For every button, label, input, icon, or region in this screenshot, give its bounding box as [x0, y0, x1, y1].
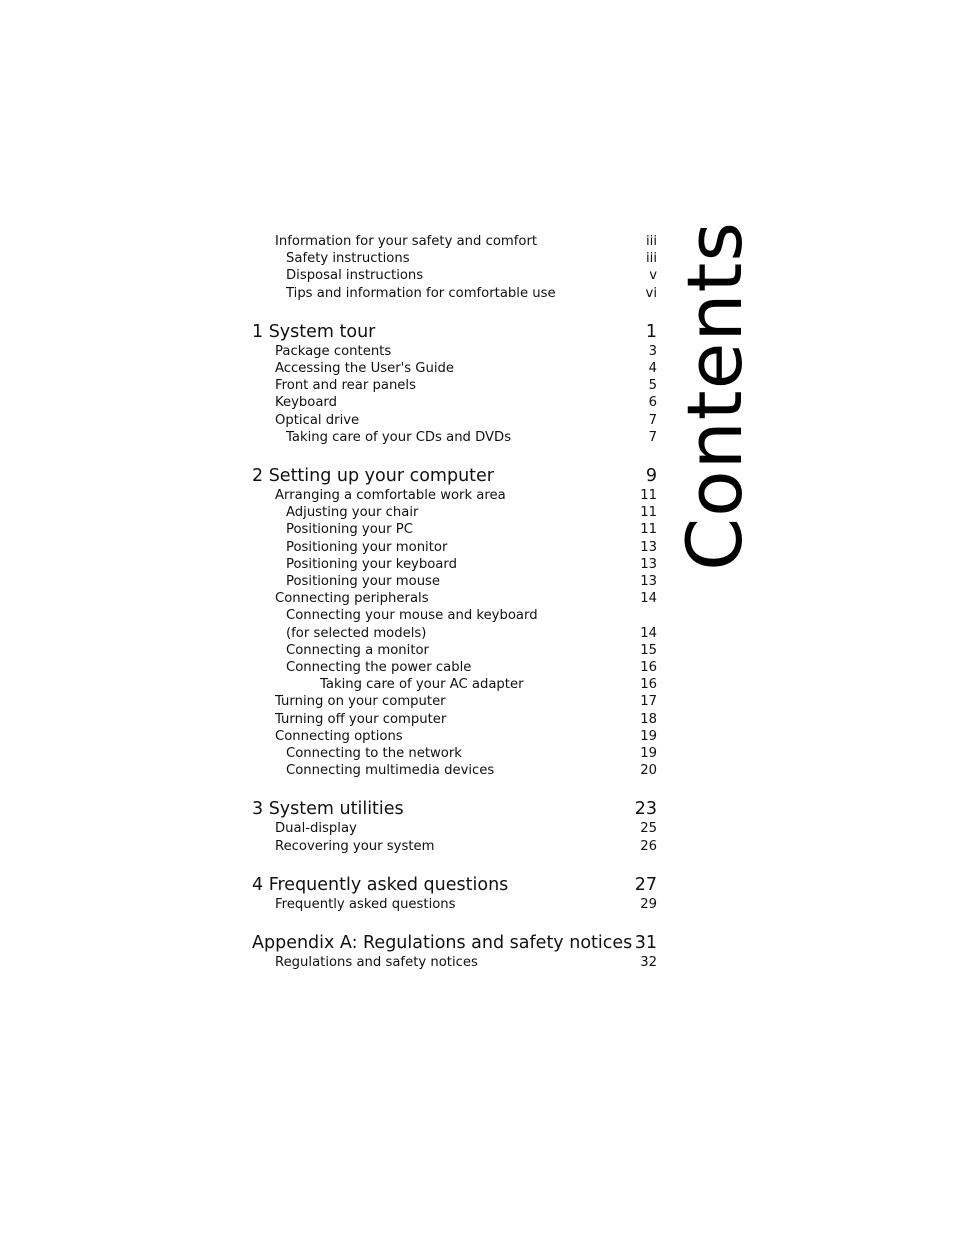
- toc-entry[interactable]: [252, 590, 657, 607]
- toc-entry-page: v: [649, 268, 657, 284]
- toc-entry-title: Frequently asked questions: [275, 896, 456, 912]
- toc-entry-page: 17: [640, 694, 657, 710]
- toc-entry-title: Taking care of your AC adapter: [320, 677, 524, 693]
- page-title: Contents: [670, 221, 760, 571]
- toc-entry[interactable]: [252, 377, 657, 394]
- toc-entry-title: 3 System utilities: [252, 799, 404, 820]
- toc-entry-page: 4: [648, 361, 657, 377]
- toc-entry-page: 31: [634, 933, 657, 954]
- toc-entry-page: 9: [645, 466, 657, 487]
- toc-entry-page: 11: [640, 522, 657, 538]
- toc-entry-page: 14: [640, 625, 657, 641]
- toc-entry[interactable]: [252, 820, 657, 837]
- toc-entry[interactable]: [252, 896, 657, 913]
- toc-entry-title: Package contents: [275, 343, 392, 359]
- toc-entry[interactable]: [252, 487, 657, 504]
- toc-entry-page: iii: [646, 234, 657, 249]
- toc-entry-page: 7: [648, 429, 657, 445]
- toc-entry-page: 19: [640, 746, 657, 762]
- toc-entry[interactable]: [252, 429, 657, 446]
- toc-entry-title: Tips and information for comfortable use: [286, 285, 556, 301]
- toc-entry[interactable]: [252, 607, 657, 624]
- toc-chapter-entry[interactable]: [252, 465, 657, 487]
- toc-entry[interactable]: [252, 521, 657, 538]
- toc-entry-title: Disposal instructions: [286, 268, 424, 284]
- toc-entry-page: 16: [640, 660, 657, 676]
- contents-title-container: [670, 221, 760, 571]
- toc-entry[interactable]: [252, 762, 657, 779]
- toc-entry-page: 13: [640, 539, 657, 555]
- toc-entry[interactable]: [252, 412, 657, 429]
- toc-entry-title: Recovering your system: [275, 838, 435, 854]
- toc-entry[interactable]: [252, 642, 657, 659]
- toc-entry[interactable]: [252, 693, 657, 710]
- toc-entry-title: Front and rear panels: [275, 378, 416, 394]
- toc-entry-title: Connecting the power cable: [286, 660, 472, 676]
- toc-entry-page: 13: [640, 574, 657, 590]
- toc-entry[interactable]: [252, 954, 657, 971]
- toc-entry-title: Regulations and safety notices: [275, 955, 478, 971]
- toc-entry-title: Positioning your mouse: [286, 574, 441, 590]
- toc-entry[interactable]: [252, 285, 657, 302]
- toc-entry-page: 16: [640, 677, 657, 693]
- toc-entry[interactable]: [252, 659, 657, 676]
- toc-entry-title: Connecting your mouse and keyboard: [286, 608, 538, 624]
- toc-entry-page: 5: [648, 378, 657, 394]
- table-of-contents: [252, 233, 657, 971]
- toc-entry-title: Connecting options: [275, 728, 403, 744]
- toc-chapter-entry[interactable]: [252, 321, 657, 343]
- toc-entry-page: 27: [634, 874, 657, 895]
- toc-entry-page: 1: [645, 321, 657, 342]
- toc-entry-title: Turning off your computer: [275, 711, 447, 727]
- toc-entry-title: Positioning your monitor: [286, 539, 448, 555]
- toc-entry-page: 6: [648, 395, 657, 411]
- toc-entry-page: 3: [648, 343, 657, 359]
- toc-entry-title: (for selected models): [286, 625, 427, 641]
- toc-entry-title: Connecting multimedia devices: [286, 763, 495, 779]
- toc-entry-page: 32: [640, 955, 657, 971]
- toc-entry[interactable]: [252, 539, 657, 556]
- toc-entry-title: 1 System tour: [252, 321, 376, 342]
- toc-chapter-entry[interactable]: [252, 932, 657, 954]
- toc-entry-title: Connecting to the network: [286, 746, 462, 762]
- toc-entry-page: iii: [646, 251, 657, 267]
- toc-entry[interactable]: [252, 838, 657, 855]
- toc-entry[interactable]: [252, 233, 657, 250]
- toc-entry-title: Positioning your PC: [286, 522, 413, 538]
- toc-entry[interactable]: [252, 676, 657, 693]
- toc-entry-title: Positioning your keyboard: [286, 556, 457, 572]
- toc-entry-page: 26: [640, 838, 657, 854]
- toc-entry-page: 19: [640, 728, 657, 744]
- toc-entry[interactable]: [252, 556, 657, 573]
- toc-entry-page: 29: [640, 896, 657, 912]
- toc-entry-title: Appendix A: Regulations and safety notices: [252, 933, 633, 954]
- toc-entry[interactable]: [252, 711, 657, 728]
- toc-entry-title: Accessing the User's Guide: [275, 361, 455, 377]
- toc-entry-page: 11: [640, 488, 657, 504]
- toc-entry-title: 4 Frequently asked questions: [252, 874, 509, 895]
- toc-entry[interactable]: [252, 343, 657, 360]
- toc-entry-page: 13: [640, 556, 657, 572]
- toc-entry-page: 25: [640, 821, 657, 837]
- toc-entry-page: 11: [640, 505, 657, 521]
- toc-entry-page: 7: [648, 412, 657, 428]
- toc-entry-title: Optical drive: [275, 412, 360, 428]
- toc-entry[interactable]: [252, 394, 657, 411]
- toc-entry-title: Connecting a monitor: [286, 642, 429, 658]
- toc-entry-title: Adjusting your chair: [286, 505, 419, 521]
- toc-entry[interactable]: [252, 573, 657, 590]
- toc-entry-title: Information for your safety and comfort: [275, 234, 538, 249]
- toc-entry-title: 2 Setting up your computer: [252, 466, 494, 487]
- toc-entry-page: 18: [640, 711, 657, 727]
- toc-entry[interactable]: [252, 267, 657, 284]
- toc-chapter-entry[interactable]: [252, 874, 657, 896]
- toc-entry-title: Arranging a comfortable work area: [275, 488, 506, 504]
- toc-entry-title: Dual-display: [275, 821, 357, 837]
- toc-entry-page: 14: [640, 591, 657, 607]
- toc-entry-title: Safety instructions: [286, 251, 410, 267]
- toc-entry[interactable]: [252, 360, 657, 377]
- toc-entry-page: 23: [634, 799, 657, 820]
- toc-entry[interactable]: [252, 728, 657, 745]
- toc-entry-title: Turning on your computer: [275, 694, 446, 710]
- toc-entry-page: vi: [645, 285, 657, 301]
- toc-entry[interactable]: [252, 250, 657, 267]
- toc-entry-title: Taking care of your CDs and DVDs: [286, 429, 512, 445]
- toc-entry-page: 20: [640, 763, 657, 779]
- toc-entry-title: Keyboard: [275, 395, 337, 411]
- toc-chapter-entry[interactable]: [252, 798, 657, 820]
- toc-entry[interactable]: [252, 504, 657, 521]
- toc-entry-title: Connecting peripherals: [275, 591, 429, 607]
- toc-entry-page: 15: [640, 642, 657, 658]
- toc-entry[interactable]: [252, 625, 657, 642]
- toc-entry[interactable]: [252, 745, 657, 762]
